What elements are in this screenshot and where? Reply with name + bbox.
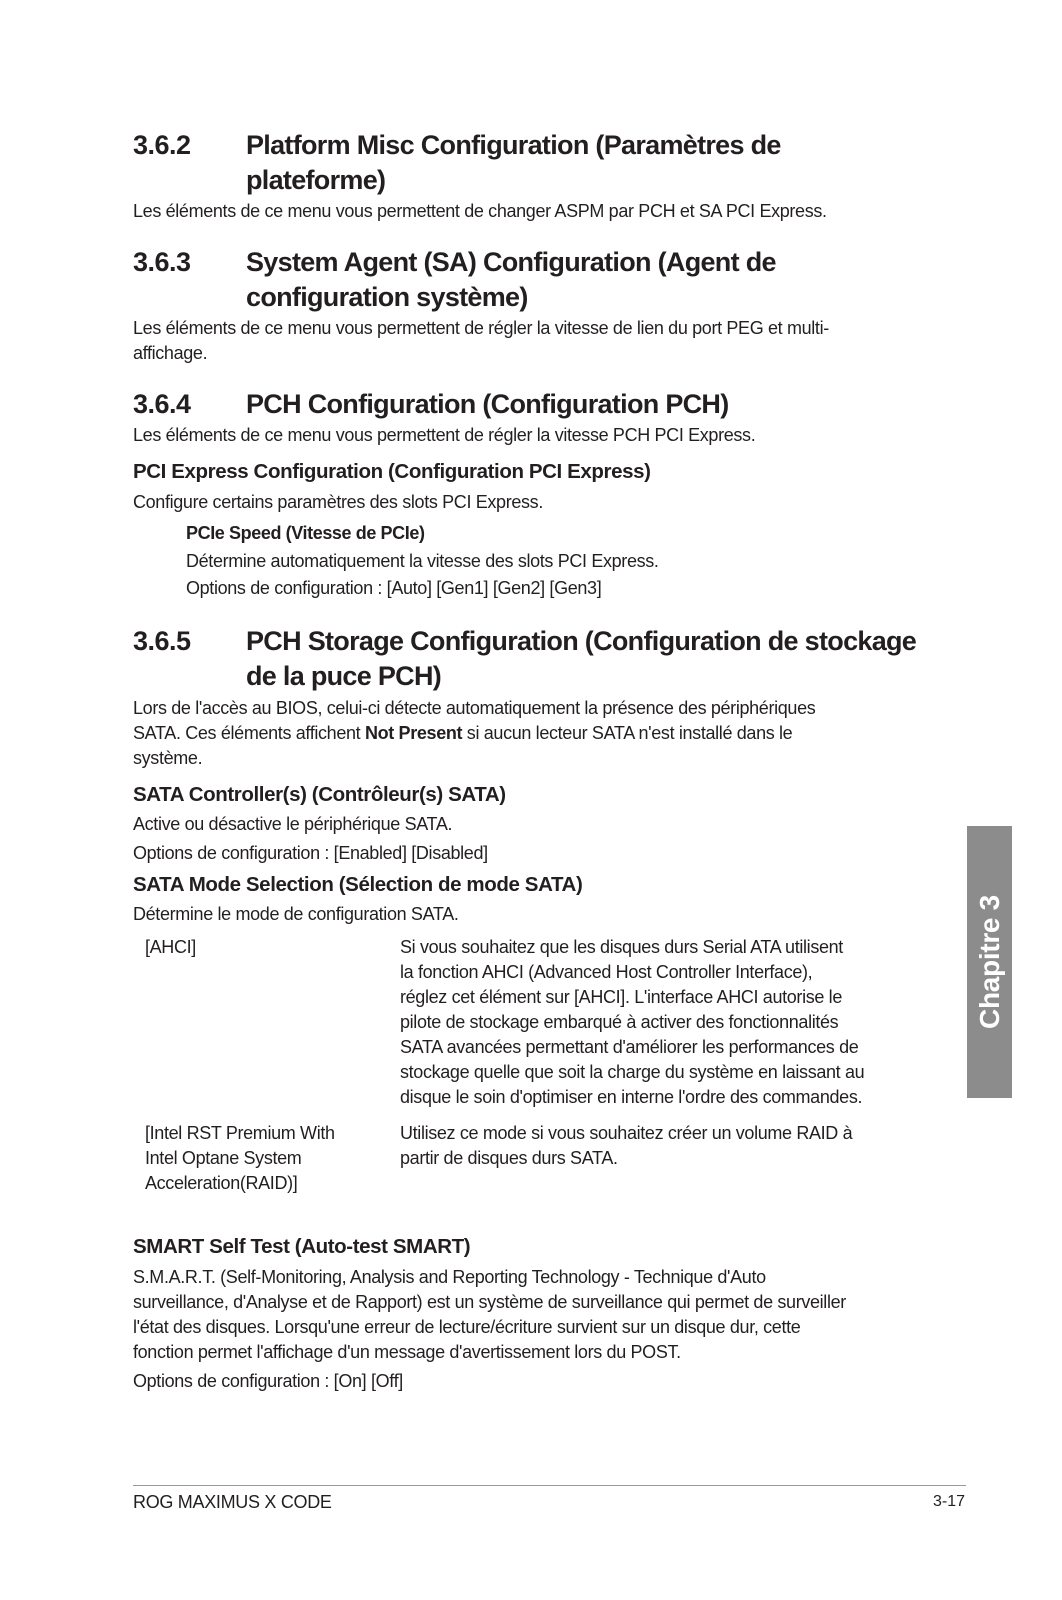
not-present-label: Not Present — [364, 723, 463, 743]
option-description-line: Si vous souhaitez que les disques durs Serial ATA utilisent — [400, 937, 843, 957]
section-description: Les éléments de ce menu vous permettent de changer ASPM par PCH et SA PCI Express. — [133, 201, 827, 221]
section-intro-line — [133, 721, 792, 747]
subsection-description: Configure certains paramètres des slots PCI Express. — [133, 492, 543, 512]
option-description-line: Utilisez ce mode si vous souhaitez créer un volume RAID à — [400, 1123, 853, 1143]
subsection-description-line: l'état des disques. Lorsqu'une erreur de lecture/écriture survient sur un disque dur, cette — [133, 1317, 801, 1337]
intro-text: si aucun lecteur SATA n'est installé dans le — [462, 723, 793, 743]
footer-page-number: 3-17 — [933, 1493, 966, 1510]
option-description-line: SATA avancées permettant d'améliorer les performances de — [400, 1037, 859, 1057]
option-label: [AHCI] — [145, 937, 196, 957]
option-description-line: partir de disques durs SATA. — [400, 1148, 618, 1168]
subsection-description: Active ou désactive le périphérique SATA. — [133, 814, 453, 834]
section-title: PCH Configuration (Configuration PCH) — [246, 389, 729, 419]
item-heading: PCIe Speed (Vitesse de PCIe) — [186, 523, 425, 543]
option-description-line: stockage quelle que soit la charge du système en laissant au — [400, 1062, 865, 1082]
footer-product-name: ROG MAXIMUS X CODE — [133, 1492, 332, 1512]
subsection-options: Options de configuration : [On] [Off] — [133, 1371, 403, 1391]
subsection-description-line: fonction permet l'affichage d'un message d'avertissement lors du POST. — [133, 1342, 681, 1362]
section-title-line: PCH Storage Configuration (Configuration de stockage — [246, 626, 917, 656]
subsection-description-line: surveillance, d'Analyse et de Rapport) est un système de surveillance qui permet de surveiller — [133, 1292, 846, 1312]
section-intro-line: système. — [133, 748, 203, 768]
section-title-line: configuration système) — [246, 282, 528, 312]
section-title-line: System Agent (SA) Configuration (Agent de — [246, 247, 776, 277]
option-label-line: [Intel RST Premium With — [145, 1123, 335, 1143]
section-description-line: affichage. — [133, 343, 208, 363]
subsection-heading: SMART Self Test (Auto-test SMART) — [133, 1235, 471, 1258]
item-description: Détermine automatiquement la vitesse des slots PCI Express. — [186, 551, 659, 571]
section-title-line: plateforme) — [246, 165, 386, 195]
option-description-line: disque le soin d'optimiser en interne l'ordre des commandes. — [400, 1087, 863, 1107]
option-description-line: réglez cet élément sur [AHCI]. L'interface AHCI autorise le — [400, 987, 842, 1007]
chapter-tab — [967, 826, 1012, 1098]
option-description-line: la fonction AHCI (Advanced Host Controller Interface), — [400, 962, 813, 982]
chapter-tab-label: Chapitre 3 — [973, 895, 1005, 1029]
section-number: 3.6.5 — [133, 626, 191, 656]
option-description-line: pilote de stockage embarqué à activer des fonctionnalités — [400, 1012, 839, 1032]
footer-divider — [133, 1485, 966, 1486]
section-number: 3.6.2 — [133, 130, 191, 160]
subsection-options: Options de configuration : [Enabled] [Disabled] — [133, 843, 488, 863]
section-number: 3.6.3 — [133, 247, 191, 277]
section-title-line: de la puce PCH) — [246, 661, 442, 691]
subsection-heading: SATA Controller(s) (Contrôleur(s) SATA) — [133, 783, 506, 806]
section-intro-line: Lors de l'accès au BIOS, celui-ci détecte automatiquement la présence des périphériques — [133, 698, 816, 718]
section-number: 3.6.4 — [133, 389, 191, 419]
option-label-line: Intel Optane System — [145, 1148, 302, 1168]
subsection-heading: PCI Express Configuration (Configuration PCI Express) — [133, 460, 651, 483]
subsection-description-line: S.M.A.R.T. (Self-Monitoring, Analysis and Reporting Technology - Technique d'Auto — [133, 1267, 766, 1287]
subsection-description: Détermine le mode de configuration SATA. — [133, 904, 459, 924]
intro-text: SATA. Ces éléments affichent — [133, 723, 365, 743]
option-label-line: Acceleration(RAID)] — [145, 1173, 298, 1193]
item-options: Options de configuration : [Auto] [Gen1] [Gen2] [Gen3] — [186, 578, 602, 598]
section-description: Les éléments de ce menu vous permettent de régler la vitesse PCH PCI Express. — [133, 425, 756, 445]
section-description-line: Les éléments de ce menu vous permettent de régler la vitesse de lien du port PEG et multi- — [133, 318, 829, 338]
section-title-line: Platform Misc Configuration (Paramètres de — [246, 130, 781, 160]
subsection-heading: SATA Mode Selection (Sélection de mode SATA) — [133, 873, 583, 896]
